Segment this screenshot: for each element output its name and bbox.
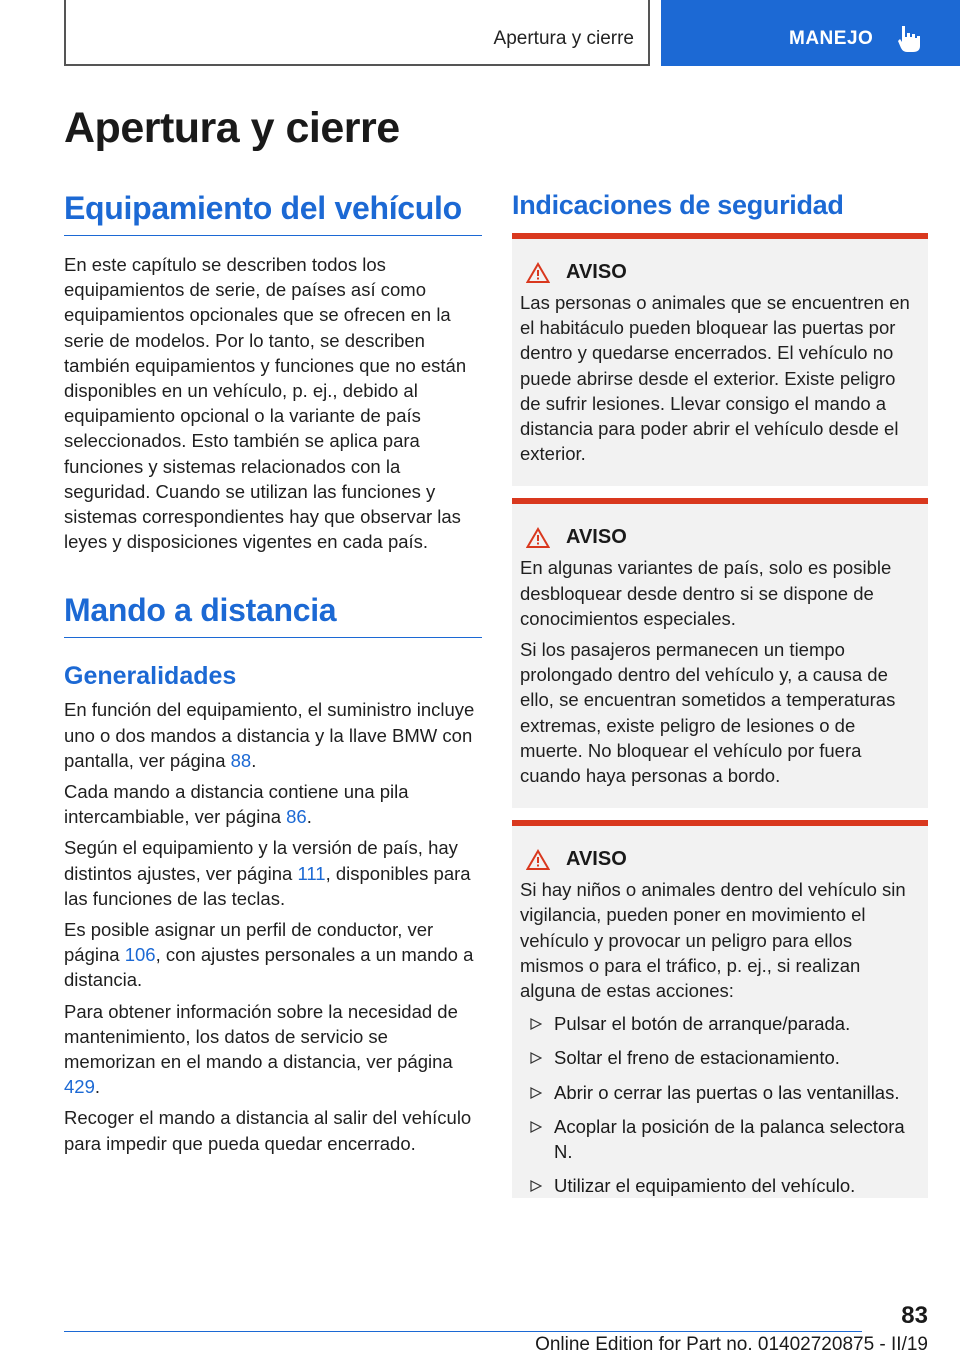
left-column: [64, 190, 482, 1156]
section-tab[interactable]: [661, 0, 960, 66]
warning-text: En algunas variantes de país, solo es posible desbloquear desde dentro si se dispone de conocimientos especiales.: [520, 557, 892, 629]
action-list: [520, 1011, 920, 1198]
paragraph-2: Cada mando a distancia contiene una pila intercambiable, ver página 86.: [64, 781, 409, 828]
warning-title: AVISO: [566, 526, 627, 549]
warning-box-3: [512, 820, 928, 1198]
paragraph-1: En función del equipamiento, el suministro incluye uno o dos mandos a distancia y la llave BMW con pantalla, ver página 88.: [64, 699, 475, 771]
footer-divider: [64, 1331, 862, 1332]
warning-text: Si hay niños o animales dentro del vehículo sin vigilancia, pueden poner en movimiento el vehículo y provocar un peligro para ellos mismos o para el tráfico, p. ej., si realizan alguna de estas acciones:: [520, 879, 906, 1002]
page-title: Apertura y cierre: [64, 104, 400, 152]
triangle-bullet-icon: [530, 1121, 542, 1133]
page-link-86[interactable]: 86: [286, 806, 307, 828]
page-number: 83: [901, 1302, 928, 1329]
warning-text: Si los pasajeros permanecen un tiempo prolongado dentro del vehículo y, a causa de ello, se encuentran sometidos a temperaturas extremas, existe peligro de lesiones o de muerte. No bloquear el vehículo por fuera cuando haya personas a bordo.: [520, 639, 896, 787]
page-link-429[interactable]: 429: [64, 1076, 95, 1098]
warning-triangle-icon: [526, 527, 550, 549]
triangle-bullet-icon: [530, 1180, 542, 1192]
page-link-88[interactable]: 88: [230, 749, 252, 771]
warning-title: AVISO: [566, 261, 627, 283]
list-item: Pulsar el botón de arranque/parada.: [520, 1011, 920, 1036]
pointing-hand-icon: [897, 24, 923, 54]
warning-title: AVISO: [566, 848, 627, 871]
list-item: Soltar el freno de estacionamiento.: [520, 1045, 920, 1070]
footer-edition: Online Edition for Part no. 01402720875 - II/19: [535, 1334, 928, 1355]
triangle-bullet-icon: [530, 1087, 542, 1099]
paragraph-3: Según el equipamiento y la versión de país, hay distintos ajustes, ver página 111, disponibles para las funciones de las teclas.: [64, 837, 471, 909]
general-heading: Generalidades: [64, 662, 237, 691]
paragraph-5: Para obtener información sobre la necesidad de mantenimiento, los datos de servicio se memorizan en el mando a distancia, ver página 429.: [64, 1000, 458, 1098]
warning-text: Las personas o animales que se encuentren en el habitáculo pueden bloquear las puertas por dentro y quedarse encerrados. El vehículo no puede abrirse desde el exterior. Existe peligro de sufrir lesiones. Llevar consigo el mando a distancia para poder abrir el vehículo desde el exterior.: [520, 292, 910, 465]
list-item: Abrir o cerrar las puertas o las ventanillas.: [520, 1080, 920, 1105]
paragraph-4: Es posible asignar un perfil de conductor, ver página 106, con ajustes personales a un mando a distancia.: [64, 919, 474, 991]
warning-box-2: [512, 498, 928, 808]
page-link-106[interactable]: 106: [124, 944, 156, 966]
warning-triangle-icon: [526, 849, 550, 871]
section-tab-label: MANEJO: [789, 28, 874, 49]
right-column: [512, 190, 928, 1210]
triangle-bullet-icon: [530, 1018, 542, 1030]
list-item: Utilizar el equipamiento del vehículo.: [520, 1173, 920, 1198]
header-box: [64, 0, 650, 66]
page-link-111[interactable]: 111: [297, 862, 326, 884]
header-title: Apertura y cierre: [493, 28, 634, 49]
warning-box-1: [512, 233, 928, 486]
equipment-heading: Equipamiento del vehículo: [64, 190, 482, 236]
remote-control-heading: Mando a distancia: [64, 592, 482, 638]
equipment-text: En este capítulo se describen todos los equipamientos de serie, de países así como equipamientos opcionales que se ofrecen en la serie de modelos. Por lo tanto, se describen también equipamientos y funciones que no están disponibles en un vehículo, p. ej., debido al equipamiento opcional o la variante de país seleccionados. Esto también se aplica para funciones y sistemas relacionados con la seguridad. Cuando se utilizan las funciones y sistemas correspondientes hay que observar las leyes y disposiciones vigentes en cada país.: [64, 254, 467, 553]
triangle-bullet-icon: [530, 1052, 542, 1064]
warning-triangle-icon: [526, 262, 550, 284]
safety-heading: Indicaciones de seguridad: [512, 190, 844, 220]
paragraph-6: Recoger el mando a distancia al salir del vehículo para impedir que pueda quedar encerrado.: [64, 1107, 472, 1154]
list-item: Acoplar la posición de la palanca selectora N.: [520, 1114, 920, 1164]
